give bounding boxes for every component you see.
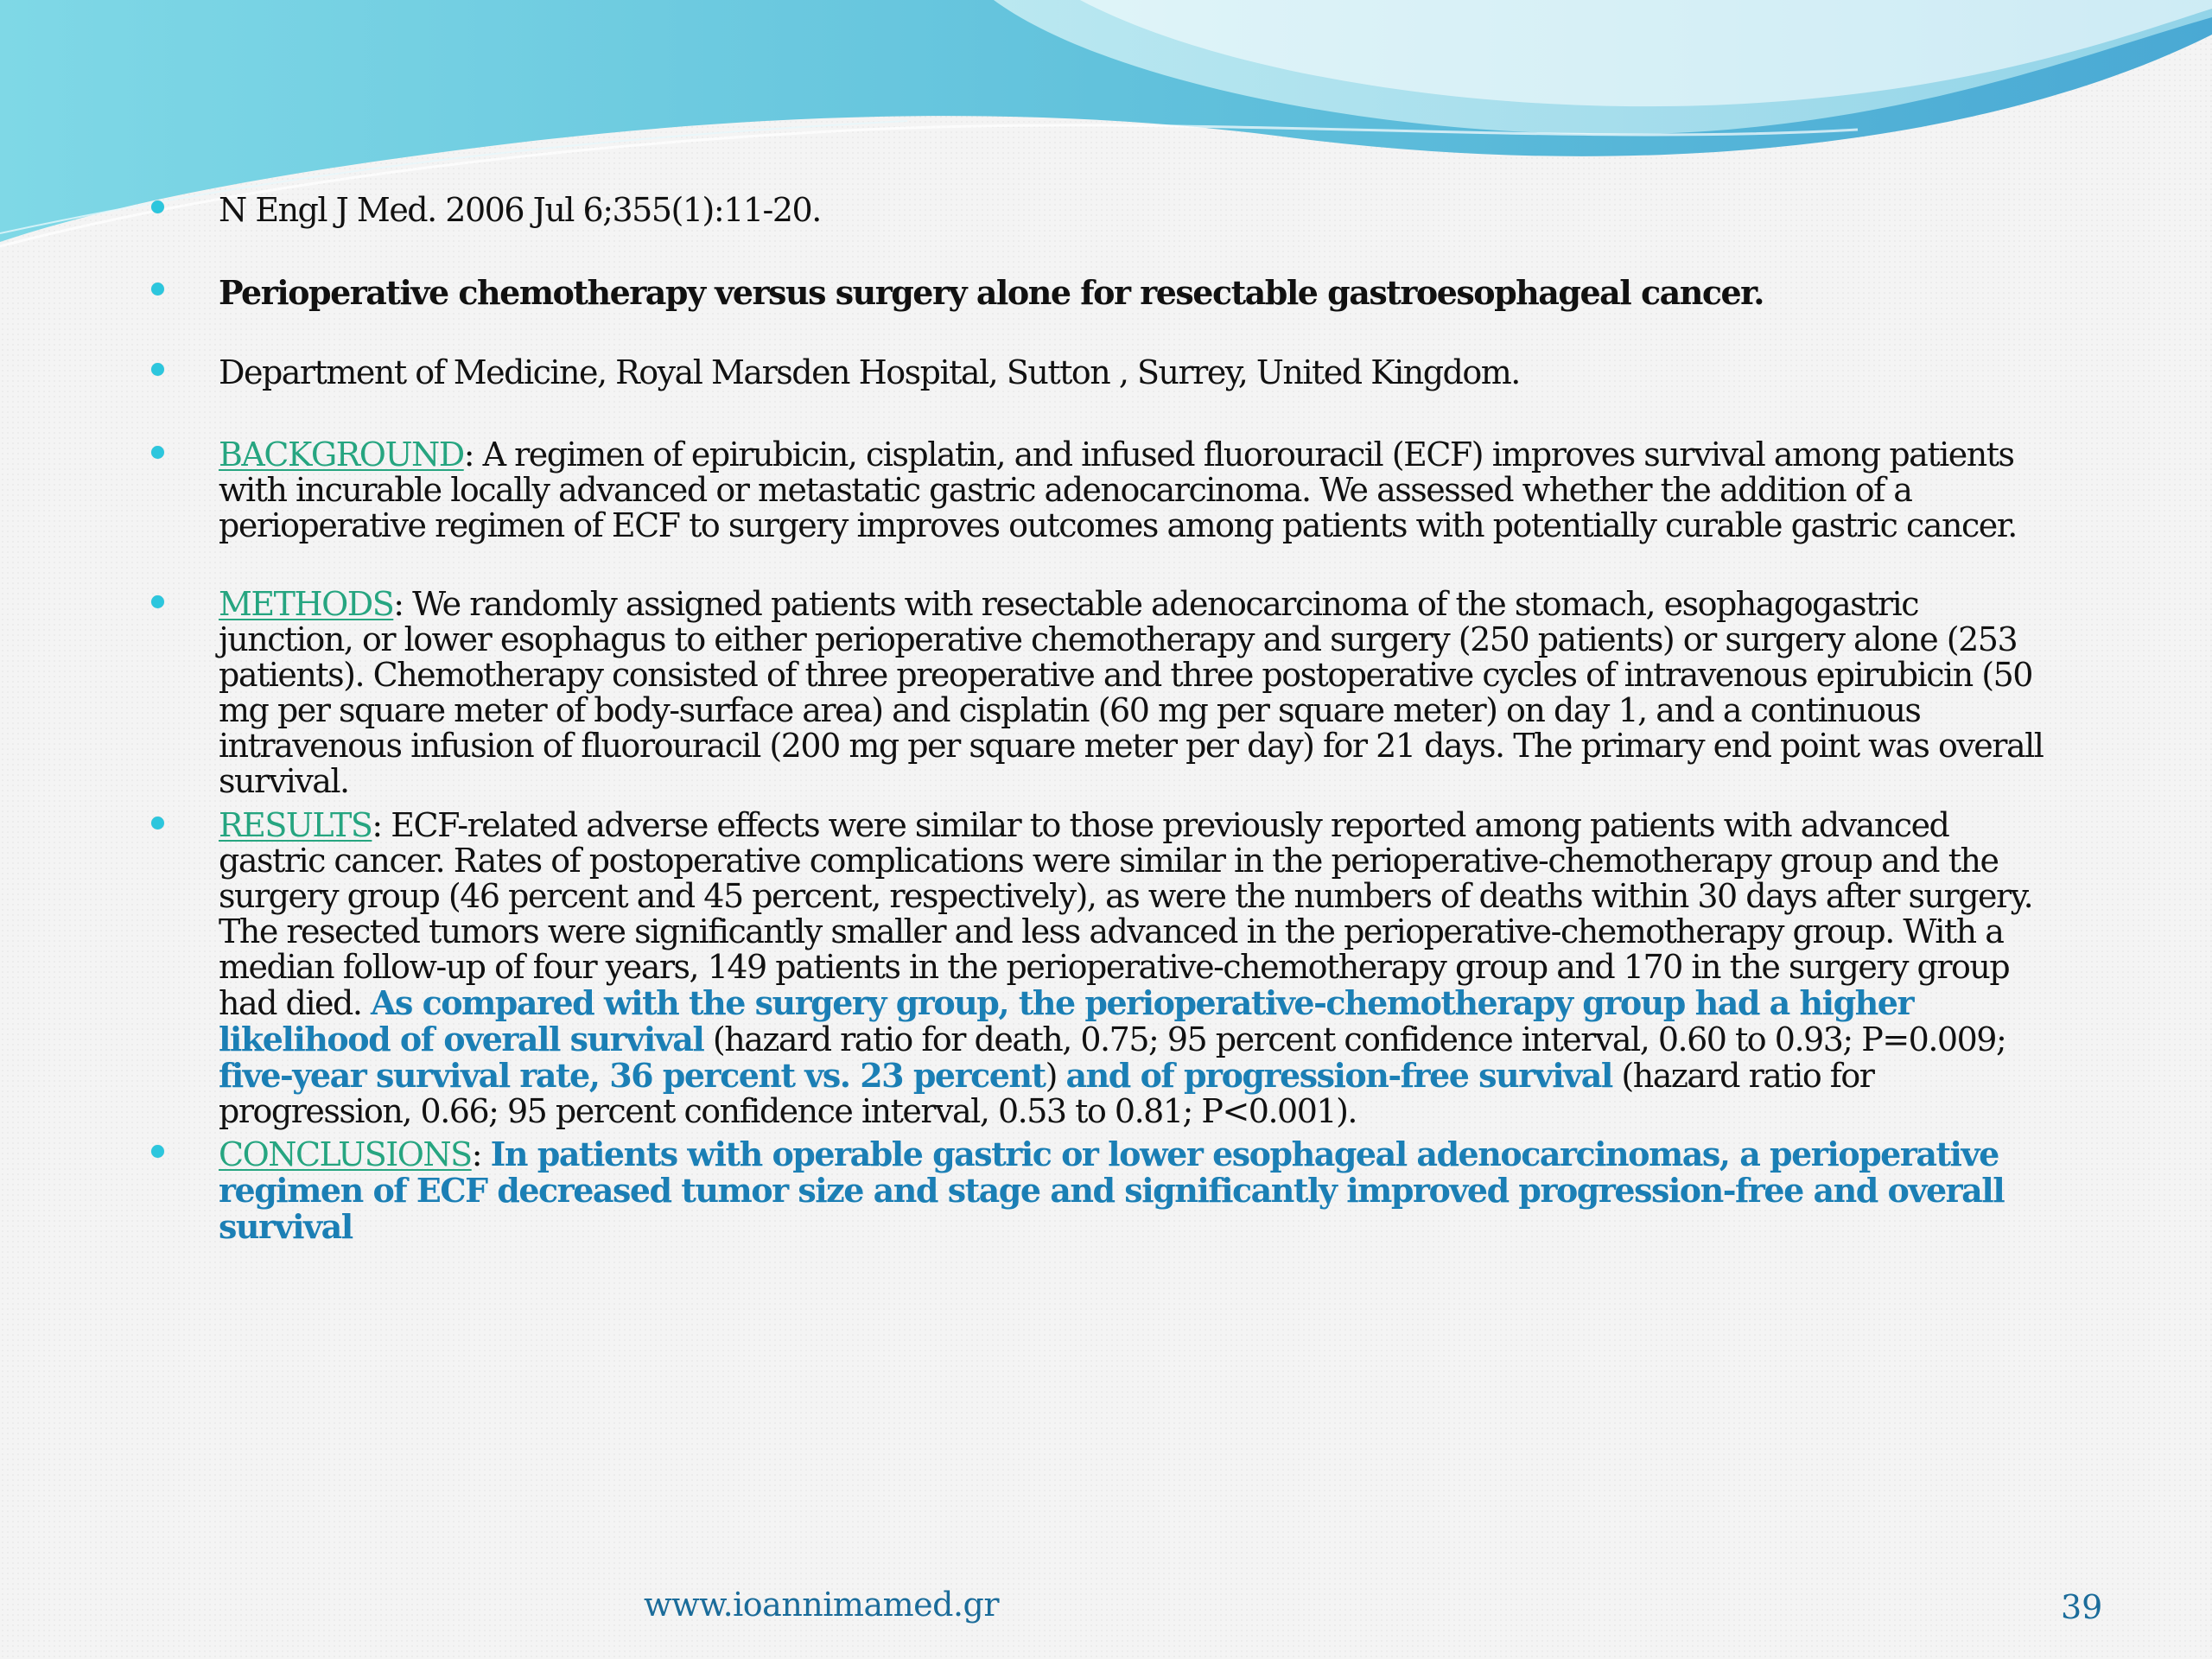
bullet-title — [151, 283, 164, 296]
results-text-1: : ECF-related adverse effects were similar to those previously reported among patients with advanced gastric cancer. Rates of postoperative complications were similar in the perioperative-chemotherapy group and the surgery group (46 percent and 45 percent, respectively), as were the numbers of deaths within 30 days after surgery. The resected tumors were significantly smaller and less advanced in the perioperative-chemotherapy group. With a median follow-up of four years, 149 patients in the perioperative-chemotherapy group and 170 in the surgery group had died. — [219, 806, 2033, 1022]
conclusions-highlight: In patients with operable gastric or lower esophageal adenocarcinomas, a perioperative regimen of ECF decreased tumor size and stage and significantly improved progression-free and overall survival — [219, 1135, 2005, 1246]
bullet-results — [151, 817, 164, 830]
background-paragraph — [219, 437, 2059, 543]
conclusions-paragraph — [219, 1136, 2059, 1245]
methods-paragraph — [219, 587, 2059, 799]
results-highlight-overall-survival: As compared with the surgery group, the perioperative-chemotherapy group had a higher likelihood of overall survival — [219, 983, 1913, 1058]
conclusions-label: CONCLUSIONS — [219, 1135, 472, 1173]
citation-text: N Engl J Med. 2006 Jul 6;355(1):11-20. — [219, 191, 821, 229]
results-label: RESULTS — [219, 806, 372, 844]
results-text-2: (hazard ratio for death, 0.75; 95 percent confidence interval, 0.60 to 0.93; P=0.009; — [703, 1020, 2006, 1058]
results-paragraph — [219, 808, 2059, 1129]
conclusions-separator: : — [471, 1135, 491, 1173]
methods-label: METHODS — [219, 585, 394, 623]
article-title: Perioperative chemotherapy versus surgery alone for resectable gastroesophageal cancer. — [219, 273, 1764, 312]
bullet-background — [151, 446, 164, 459]
footer-url[interactable]: www.ioannimamed.gr — [644, 1586, 1000, 1624]
bullet-methods — [151, 595, 164, 608]
methods-text: : We randomly assigned patients with resectable adenocarcinoma of the stomach, esophagogastric junction, or lower esophagus to either perioperative chemotherapy and surgery (250 patients) or surgery alone (253 patients). Chemotherapy consisted of three preoperative and three postoperative cycles of intravenous epirubicin (50 mg per square meter of body-surface area) and cisplatin (60 mg per square meter) on day 1, and a continuous intravenous infusion of fluorouracil (200 mg per square meter per day) for 21 days. The primary end point was overall survival. — [219, 585, 2044, 800]
background-label: BACKGROUND — [219, 435, 464, 474]
bullet-citation — [151, 200, 164, 213]
results-text-3: ) — [1045, 1057, 1066, 1095]
background-text: : A regimen of epirubicin, cisplatin, and infused fluorouracil (ECF) improves survival among patients with incurable locally advanced or metastatic gastric adenocarcinoma. We assessed whether the addition of a perioperative regimen of ECF to surgery improves outcomes among patients with potentially curable gastric cancer. — [219, 435, 2017, 544]
bullet-affiliation — [151, 363, 164, 376]
bullet-conclusions — [151, 1145, 164, 1158]
page-number: 39 — [2061, 1588, 2103, 1626]
results-highlight-five-year: five-year survival rate, 36 percent vs. 23 percent — [219, 1056, 1046, 1095]
results-text-4: (hazard ratio for progression, 0.66; 95 percent confidence interval, 0.53 to 0.81; P<0.001). — [219, 1057, 1874, 1130]
results-highlight-pfs: and of progression-free survival — [1065, 1056, 1612, 1095]
affiliation-text: Department of Medicine, Royal Marsden Hospital, Sutton , Surrey, United Kingdom. — [219, 353, 1520, 391]
